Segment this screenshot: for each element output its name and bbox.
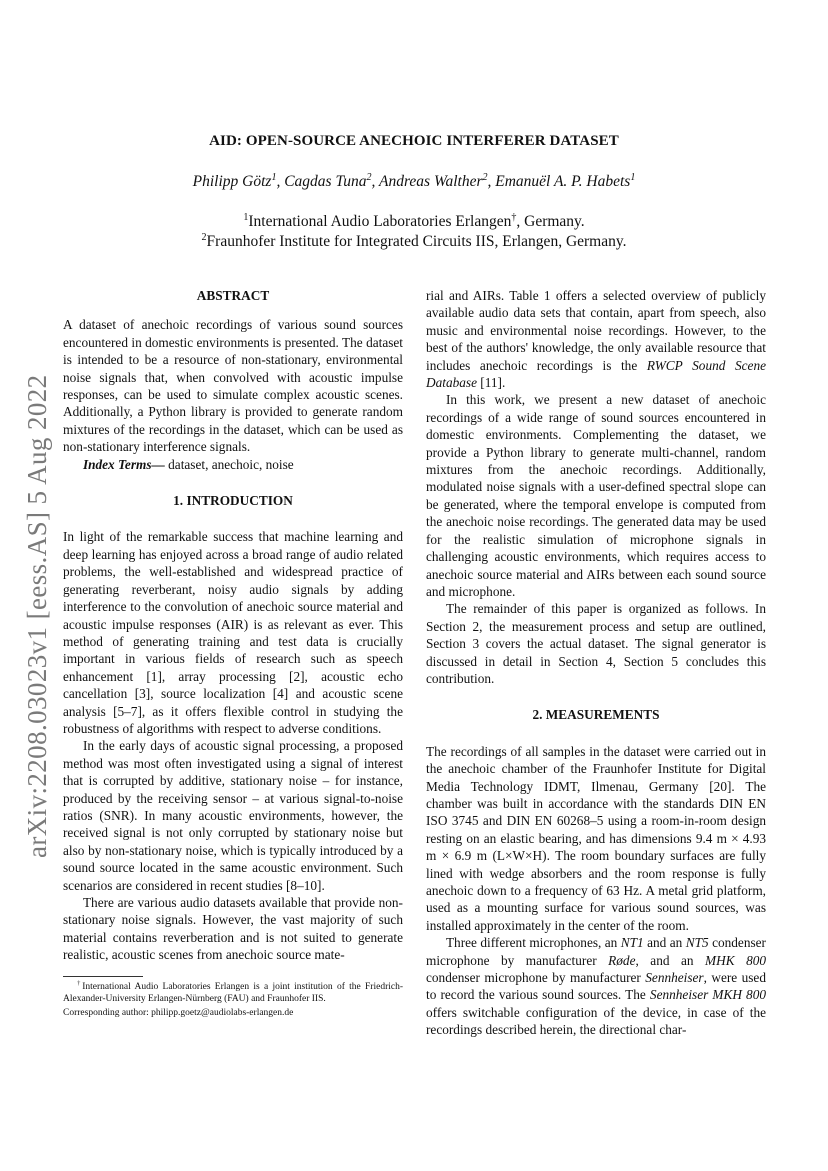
author-3-affil: 2 [482, 171, 488, 183]
author-1: Philipp Götz [192, 173, 272, 190]
meas-paragraph-1: The recordings of all samples in the dataset were carried out in the anechoic chamber of the Fraunhofer Institute for Digital Media Technology IDMT, Ilmenau, Germany [20]. The chamber was built in accordance with the standards DIN EN ISO 3745 and DIN EN 60268–5 using a room-in-room design resting on an elastic bearing, and has dimensions 9.4 m × 4.93 m × 6.9 m (L×W×H). The room boundary surfaces are fully lined with wedge absorbers and the room response is fully anechoic down to a frequency of 63 Hz. A metal grid platform, used as a mounting surface for various sound sources, was installed approximately in the center of the room. [426, 743, 766, 933]
corresponding-author: Corresponding author: philipp.goetz@audiolabs-erlangen.de [63, 1007, 294, 1018]
author-1-affil: 1 [271, 171, 277, 183]
abstract-body: A dataset of anechoic recordings of various sound sources encountered in domestic environments is presented. The dataset is intended to be a resource of non-stationary, environmental noise signals that, when convolved with acoustic impulse responses, can be used to simulate complex acoustic scenes. Additionally, a Python library is provided to generate random mixtures of the recordings in the dataset, which can be used as non-stationary interference signals. [63, 317, 403, 455]
arxiv-stamp: arXiv:2208.03023v1 [eess.AS] 5 Aug 2022 [22, 374, 52, 858]
intro-paragraph-4: In this work, we present a new dataset of anechoic recordings of a wide range of sound sources encountered in domestic environments. Complementing the dataset, we provide a Python library to generate multi-channel, random mixtures from the anechoic recordings. Additionally, modulated noise signals with a user-defined spectral slope can be generated, where the temporal envelope is computed from the anechoic noise recordings. The generated data may be used for the realistic simulation of microphone signals in challenging acoustic environments, which requires access to anechoic source material and AIRs between each sound source and microphone. [426, 392, 766, 599]
affiliation-1: $^1$International Audio Laboratories Erlangen†, Germany. [243, 211, 585, 230]
intro-paragraph-3: There are various audio datasets available that provide non-stationary noise signals. However, the vast majority of such material contains reverberation and is not suited to generate realistic, acoustic scenes from anechoic source mate- [63, 895, 403, 963]
index-terms: Index Terms— dataset, anechoic, noise [82, 456, 294, 472]
left-column [63, 287, 403, 1019]
author-2-affil: 2 [366, 171, 372, 183]
author-4-affil: 1 [630, 171, 636, 183]
paper-title: AID: OPEN-SOURCE ANECHOIC INTERFERER DATASET [209, 133, 619, 149]
author-3: Andreas Walther [379, 173, 483, 190]
author-2: Cagdas Tuna [284, 173, 367, 190]
author-4: Emanuël A. P. Habets [495, 173, 631, 190]
intro-paragraph-1: In light of the remarkable success that machine learning and deep learning has enjoyed across a broad range of audio related problems, the well-established and widespread practice of generating reverberant, noisy audio signals by adding interference to the convolution of anechoic source material and acoustic impulse responses (AIR) is as relevant as ever. This method of generating training and test data is crucially important in various fields of research such as speech enhancement [1], array processing [2], acoustic echo cancellation [3], source localization [4] and acoustic scene analysis [5–7], as it offers flexible control in studying the robustness of algorithms with respect to adverse conditions. [63, 529, 403, 736]
intro-paragraph-3-cont: rial and AIRs. Table 1 offers a selected overview of publicly available audio data sets that contain, apart from speech, also music and environmental noise recordings. However, to the best of the authors' knowledge, the only available resource that includes anechoic recordings is the RWCP Sound Scene Database [11]. [426, 288, 766, 391]
abstract-heading: ABSTRACT [196, 288, 270, 303]
introduction-heading: 1. INTRODUCTION [173, 493, 293, 509]
intro-paragraph-2: In the early days of acoustic signal processing, a proposed method was most often investigated using a signal of interest that is corrupted by additive, stationary noise – for instance, produced by the receiving sensor – at various signal-to-noise ratios (SNR). In many acoustic environments, however, the received signal is not only corrupted by stationary noise but also by non-stationary noise, which is typically introduced by a sound source located in the same acoustic environment. Such scenarios are considered in recent studies [8–10]. [63, 738, 403, 893]
intro-paragraph-5: The remainder of this paper is organized as follows. In Section 2, the measurement process and setup are outlined, Section 3 covers the actual dataset. The signal generator is discussed in detail in Section 4, Section 5 concludes this contribution. [426, 601, 766, 686]
measurements-heading: 2. MEASUREMENTS [532, 707, 660, 723]
affiliations [0, 212, 828, 252]
right-column [426, 287, 766, 1039]
footnote-rule [63, 976, 143, 977]
footnote: †International Audio Laboratories Erlangen is a joint institution of the Friedrich-Alexander-University Erlangen-Nürnberg (FAU) and Fraunhofer IIS. Corresponding author: philipp.goetz@audiolabs-erlangen.de [63, 980, 403, 1018]
meas-paragraph-2: Three different microphones, an NT1 and an NT5 condenser microphone by manufacturer Røde, and an MHK 800 condenser microphone by manufacturer Sennheiser, were used to record the various sound sources. The Sennheiser MKH 800 offers switchable configuration of the device, in case of the recordings described herein, the directional char- [426, 935, 767, 1038]
affiliation-2: $^2$Fraunhofer Institute for Integrated Circuits IIS, Erlangen, Germany. [201, 231, 627, 250]
author-list: Philipp Götz$^1$, Cagdas Tuna$^2$, Andreas Walther$^2$, Emanuël A. P. Habets$^1$ [192, 171, 636, 190]
